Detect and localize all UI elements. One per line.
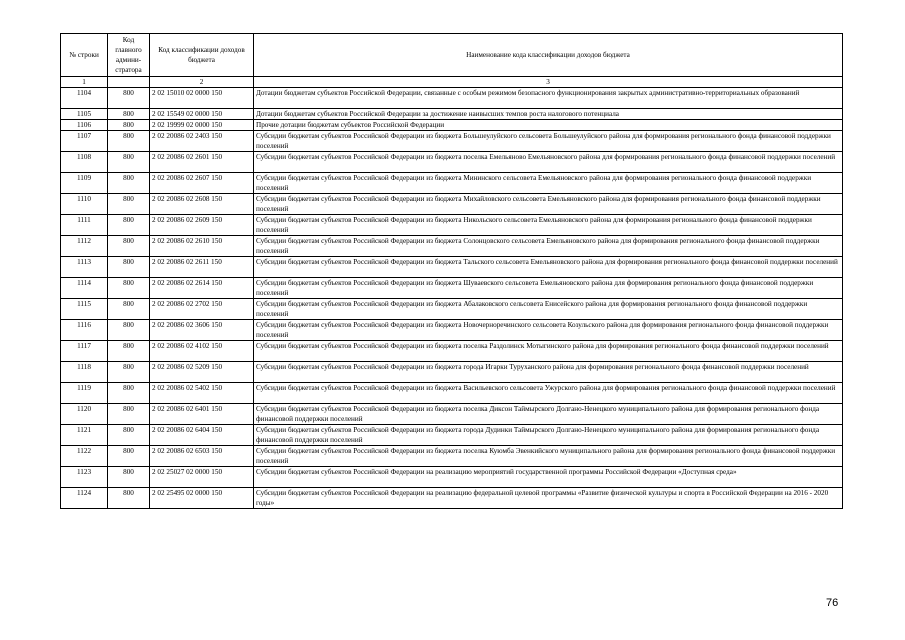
classification-code-cell: 2 02 20086 02 2611 150 — [150, 257, 254, 278]
admin-code-cell: 800 — [108, 215, 150, 236]
classification-code-cell: 2 02 20086 02 6404 150 — [150, 425, 254, 446]
row-number-cell: 1110 — [61, 194, 108, 215]
table-row — [61, 425, 843, 446]
classification-code-cell: 2 02 20086 02 2607 150 — [150, 173, 254, 194]
classification-code-cell: 2 02 20086 02 2601 150 — [150, 152, 254, 173]
classification-code-cell: 2 02 20086 02 2608 150 — [150, 194, 254, 215]
table-row — [61, 341, 843, 362]
table-row — [61, 488, 843, 509]
row-number-cell: 1122 — [61, 446, 108, 467]
row-number-cell: 1118 — [61, 362, 108, 383]
row-number-cell: 1104 — [61, 88, 108, 109]
admin-code-cell: 800 — [108, 152, 150, 173]
classification-code-cell: 2 02 19999 02 0000 150 — [150, 120, 254, 131]
admin-code-cell: 800 — [108, 383, 150, 404]
column-number: 1 — [61, 77, 108, 88]
code-name-cell: Субсидии бюджетам субъектов Российской Федерации из бюджета Никольского сельсовета Емельяновского района для формирования регионального фонда финансовой поддержки поселений — [254, 215, 843, 236]
row-number-cell: 1111 — [61, 215, 108, 236]
table-row — [61, 404, 843, 425]
row-number-cell: 1109 — [61, 173, 108, 194]
code-name-cell: Субсидии бюджетам субъектов Российской Федерации из бюджета Тальского сельсовета Емельяновского района для формирования регионального фонда финансовой поддержки поселений — [254, 257, 843, 278]
row-number-cell: 1117 — [61, 341, 108, 362]
row-number-cell: 1114 — [61, 278, 108, 299]
row-number-cell: 1116 — [61, 320, 108, 341]
code-name-cell: Субсидии бюджетам субъектов Российской Федерации из бюджета поселка Куюмба Эвенкийского муниципального района для формирования регионального фонда финансовой поддержки поселений — [254, 446, 843, 467]
classification-code-cell: 2 02 20086 02 6503 150 — [150, 446, 254, 467]
code-name-cell: Субсидии бюджетам субъектов Российской Федерации из бюджета Новочерноречинского сельсовета Козульского района для формирования регионального фонда финансовой поддержки поселений — [254, 320, 843, 341]
admin-code-cell: 800 — [108, 131, 150, 152]
table-header-row — [61, 34, 843, 77]
table-column-numbers-row — [61, 77, 843, 88]
code-name-cell: Субсидии бюджетам субъектов Российской Федерации из бюджета города Дудинки Таймырского Долгано-Ненецкого муниципального района для формирования регионального фонда финансовой поддержки поселений — [254, 425, 843, 446]
classification-code-cell: 2 02 20086 02 6401 150 — [150, 404, 254, 425]
code-name-cell: Субсидии бюджетам субъектов Российской Федерации на реализацию федеральной целевой программы «Развитие физической культуры и спорта в Российской Федерации на 2016 - 2020 годы» — [254, 488, 843, 509]
table-row — [61, 278, 843, 299]
table-row — [61, 299, 843, 320]
classification-code-cell: 2 02 20086 02 2614 150 — [150, 278, 254, 299]
code-name-cell: Субсидии бюджетам субъектов Российской Федерации из бюджета Солонцовского сельсовета Емельяновского района для формирования регионального фонда финансовой поддержки поселений — [254, 236, 843, 257]
table-row — [61, 215, 843, 236]
admin-code-cell: 800 — [108, 404, 150, 425]
code-name-cell: Дотации бюджетам субъектов Российской Федерации за достижение наивысших темпов роста налогового потенциала — [254, 109, 843, 120]
admin-code-cell: 800 — [108, 341, 150, 362]
header-row-number: № строки — [61, 34, 108, 77]
row-number-cell: 1105 — [61, 109, 108, 120]
row-number-cell: 1106 — [61, 120, 108, 131]
admin-code-cell: 800 — [108, 446, 150, 467]
table-row — [61, 173, 843, 194]
code-name-cell: Дотации бюджетам субъектов Российской Федерации, связанные с особым режимом безопасного функционирования закрытых административно-территориальных образований — [254, 88, 843, 109]
code-name-cell: Субсидии бюджетам субъектов Российской Федерации из бюджета поселка Диксон Таймырского Долгано-Ненецкого муниципального района для формирования регионального фонда финансовой поддержки поселений — [254, 404, 843, 425]
admin-code-cell: 800 — [108, 109, 150, 120]
admin-code-cell: 800 — [108, 278, 150, 299]
admin-code-cell: 800 — [108, 236, 150, 257]
table-row — [61, 131, 843, 152]
admin-code-cell: 800 — [108, 320, 150, 341]
admin-code-cell: 800 — [108, 467, 150, 488]
classification-code-cell: 2 02 20086 02 3606 150 — [150, 320, 254, 341]
row-number-cell: 1124 — [61, 488, 108, 509]
table-row — [61, 257, 843, 278]
admin-code-cell: 800 — [108, 299, 150, 320]
table-row — [61, 109, 843, 120]
row-number-cell: 1112 — [61, 236, 108, 257]
row-number-cell: 1115 — [61, 299, 108, 320]
page-number: 76 — [826, 597, 839, 609]
table-row — [61, 320, 843, 341]
admin-code-cell: 800 — [108, 488, 150, 509]
row-number-cell: 1107 — [61, 131, 108, 152]
row-number-cell: 1121 — [61, 425, 108, 446]
table-row — [61, 194, 843, 215]
admin-code-cell: 800 — [108, 257, 150, 278]
column-number: 2 — [150, 77, 254, 88]
header-classification-code: Код классификации доходов бюджета — [150, 34, 254, 77]
code-name-cell: Субсидии бюджетам субъектов Российской Федерации из бюджета Мининского сельсовета Емельяновского района для формирования регионального фонда финансовой поддержки поселений — [254, 173, 843, 194]
code-name-cell: Субсидии бюджетам субъектов Российской Федерации из бюджета Абалаковского сельсовета Енисейского района для формирования регионального фонда финансовой поддержки поселений — [254, 299, 843, 320]
row-number-cell: 1113 — [61, 257, 108, 278]
row-number-cell: 1108 — [61, 152, 108, 173]
code-name-cell: Субсидии бюджетам субъектов Российской Федерации из бюджета Михайловского сельсовета Емельяновского района для формирования регионального фонда финансовой поддержки поселений — [254, 194, 843, 215]
classification-code-cell: 2 02 20086 02 2610 150 — [150, 236, 254, 257]
column-number — [108, 77, 150, 88]
classification-code-cell: 2 02 20086 02 2403 150 — [150, 131, 254, 152]
code-name-cell: Субсидии бюджетам субъектов Российской Федерации на реализацию мероприятий государственной программы Российской Федерации «Доступная среда» — [254, 467, 843, 488]
classification-code-cell: 2 02 20086 02 5209 150 — [150, 362, 254, 383]
table-row — [61, 383, 843, 404]
code-name-cell: Субсидии бюджетам субъектов Российской Федерации из бюджета поселка Раздолинск Мотыгинского района для формирования регионального фонда финансовой поддержки поселений — [254, 341, 843, 362]
table-row — [61, 362, 843, 383]
admin-code-cell: 800 — [108, 425, 150, 446]
classification-code-cell: 2 02 20086 02 4102 150 — [150, 341, 254, 362]
classification-code-cell: 2 02 20086 02 2609 150 — [150, 215, 254, 236]
admin-code-cell: 800 — [108, 173, 150, 194]
admin-code-cell: 800 — [108, 194, 150, 215]
code-name-cell: Прочие дотации бюджетам субъектов Российской Федерации — [254, 120, 843, 131]
header-code-name: Наименование кода классификации доходов бюджета — [254, 34, 843, 77]
table-body — [61, 88, 843, 509]
row-number-cell: 1119 — [61, 383, 108, 404]
admin-code-cell: 800 — [108, 362, 150, 383]
row-number-cell: 1120 — [61, 404, 108, 425]
code-name-cell: Субсидии бюджетам субъектов Российской Федерации из бюджета Васильевского сельсовета Ужурского района для формирования регионального фонда финансовой поддержки поселений — [254, 383, 843, 404]
table-row — [61, 236, 843, 257]
classification-code-cell: 2 02 20086 02 5402 150 — [150, 383, 254, 404]
classification-code-cell: 2 02 15549 02 0000 150 — [150, 109, 254, 120]
code-name-cell: Субсидии бюджетам субъектов Российской Федерации из бюджета Шуваевского сельсовета Емельяновского района для формирования регионального фонда финансовой поддержки поселений — [254, 278, 843, 299]
column-number: 3 — [254, 77, 843, 88]
code-name-cell: Субсидии бюджетам субъектов Российской Федерации из бюджета поселка Емельяново Емельяновского района для формирования регионального фонда финансовой поддержки поселений — [254, 152, 843, 173]
income-codes-table — [60, 33, 843, 509]
code-name-cell: Субсидии бюджетам субъектов Российской Федерации из бюджета города Игарки Туруханского района для формирования регионального фонда финансовой поддержки поселений — [254, 362, 843, 383]
classification-code-cell: 2 02 15010 02 0000 150 — [150, 88, 254, 109]
code-name-cell: Субсидии бюджетам субъектов Российской Федерации из бюджета Большеулуйского сельсовета Большеулуйского района для формирования регионального фонда финансовой поддержки поселений — [254, 131, 843, 152]
row-number-cell: 1123 — [61, 467, 108, 488]
admin-code-cell: 800 — [108, 88, 150, 109]
table-row — [61, 446, 843, 467]
table-row — [61, 88, 843, 109]
classification-code-cell: 2 02 25495 02 0000 150 — [150, 488, 254, 509]
admin-code-cell: 800 — [108, 120, 150, 131]
classification-code-cell: 2 02 25027 02 0000 150 — [150, 467, 254, 488]
table-row — [61, 120, 843, 131]
table-row — [61, 152, 843, 173]
header-admin-code: Код главного админи-стратора — [108, 34, 150, 77]
table-row — [61, 467, 843, 488]
classification-code-cell: 2 02 20086 02 2702 150 — [150, 299, 254, 320]
